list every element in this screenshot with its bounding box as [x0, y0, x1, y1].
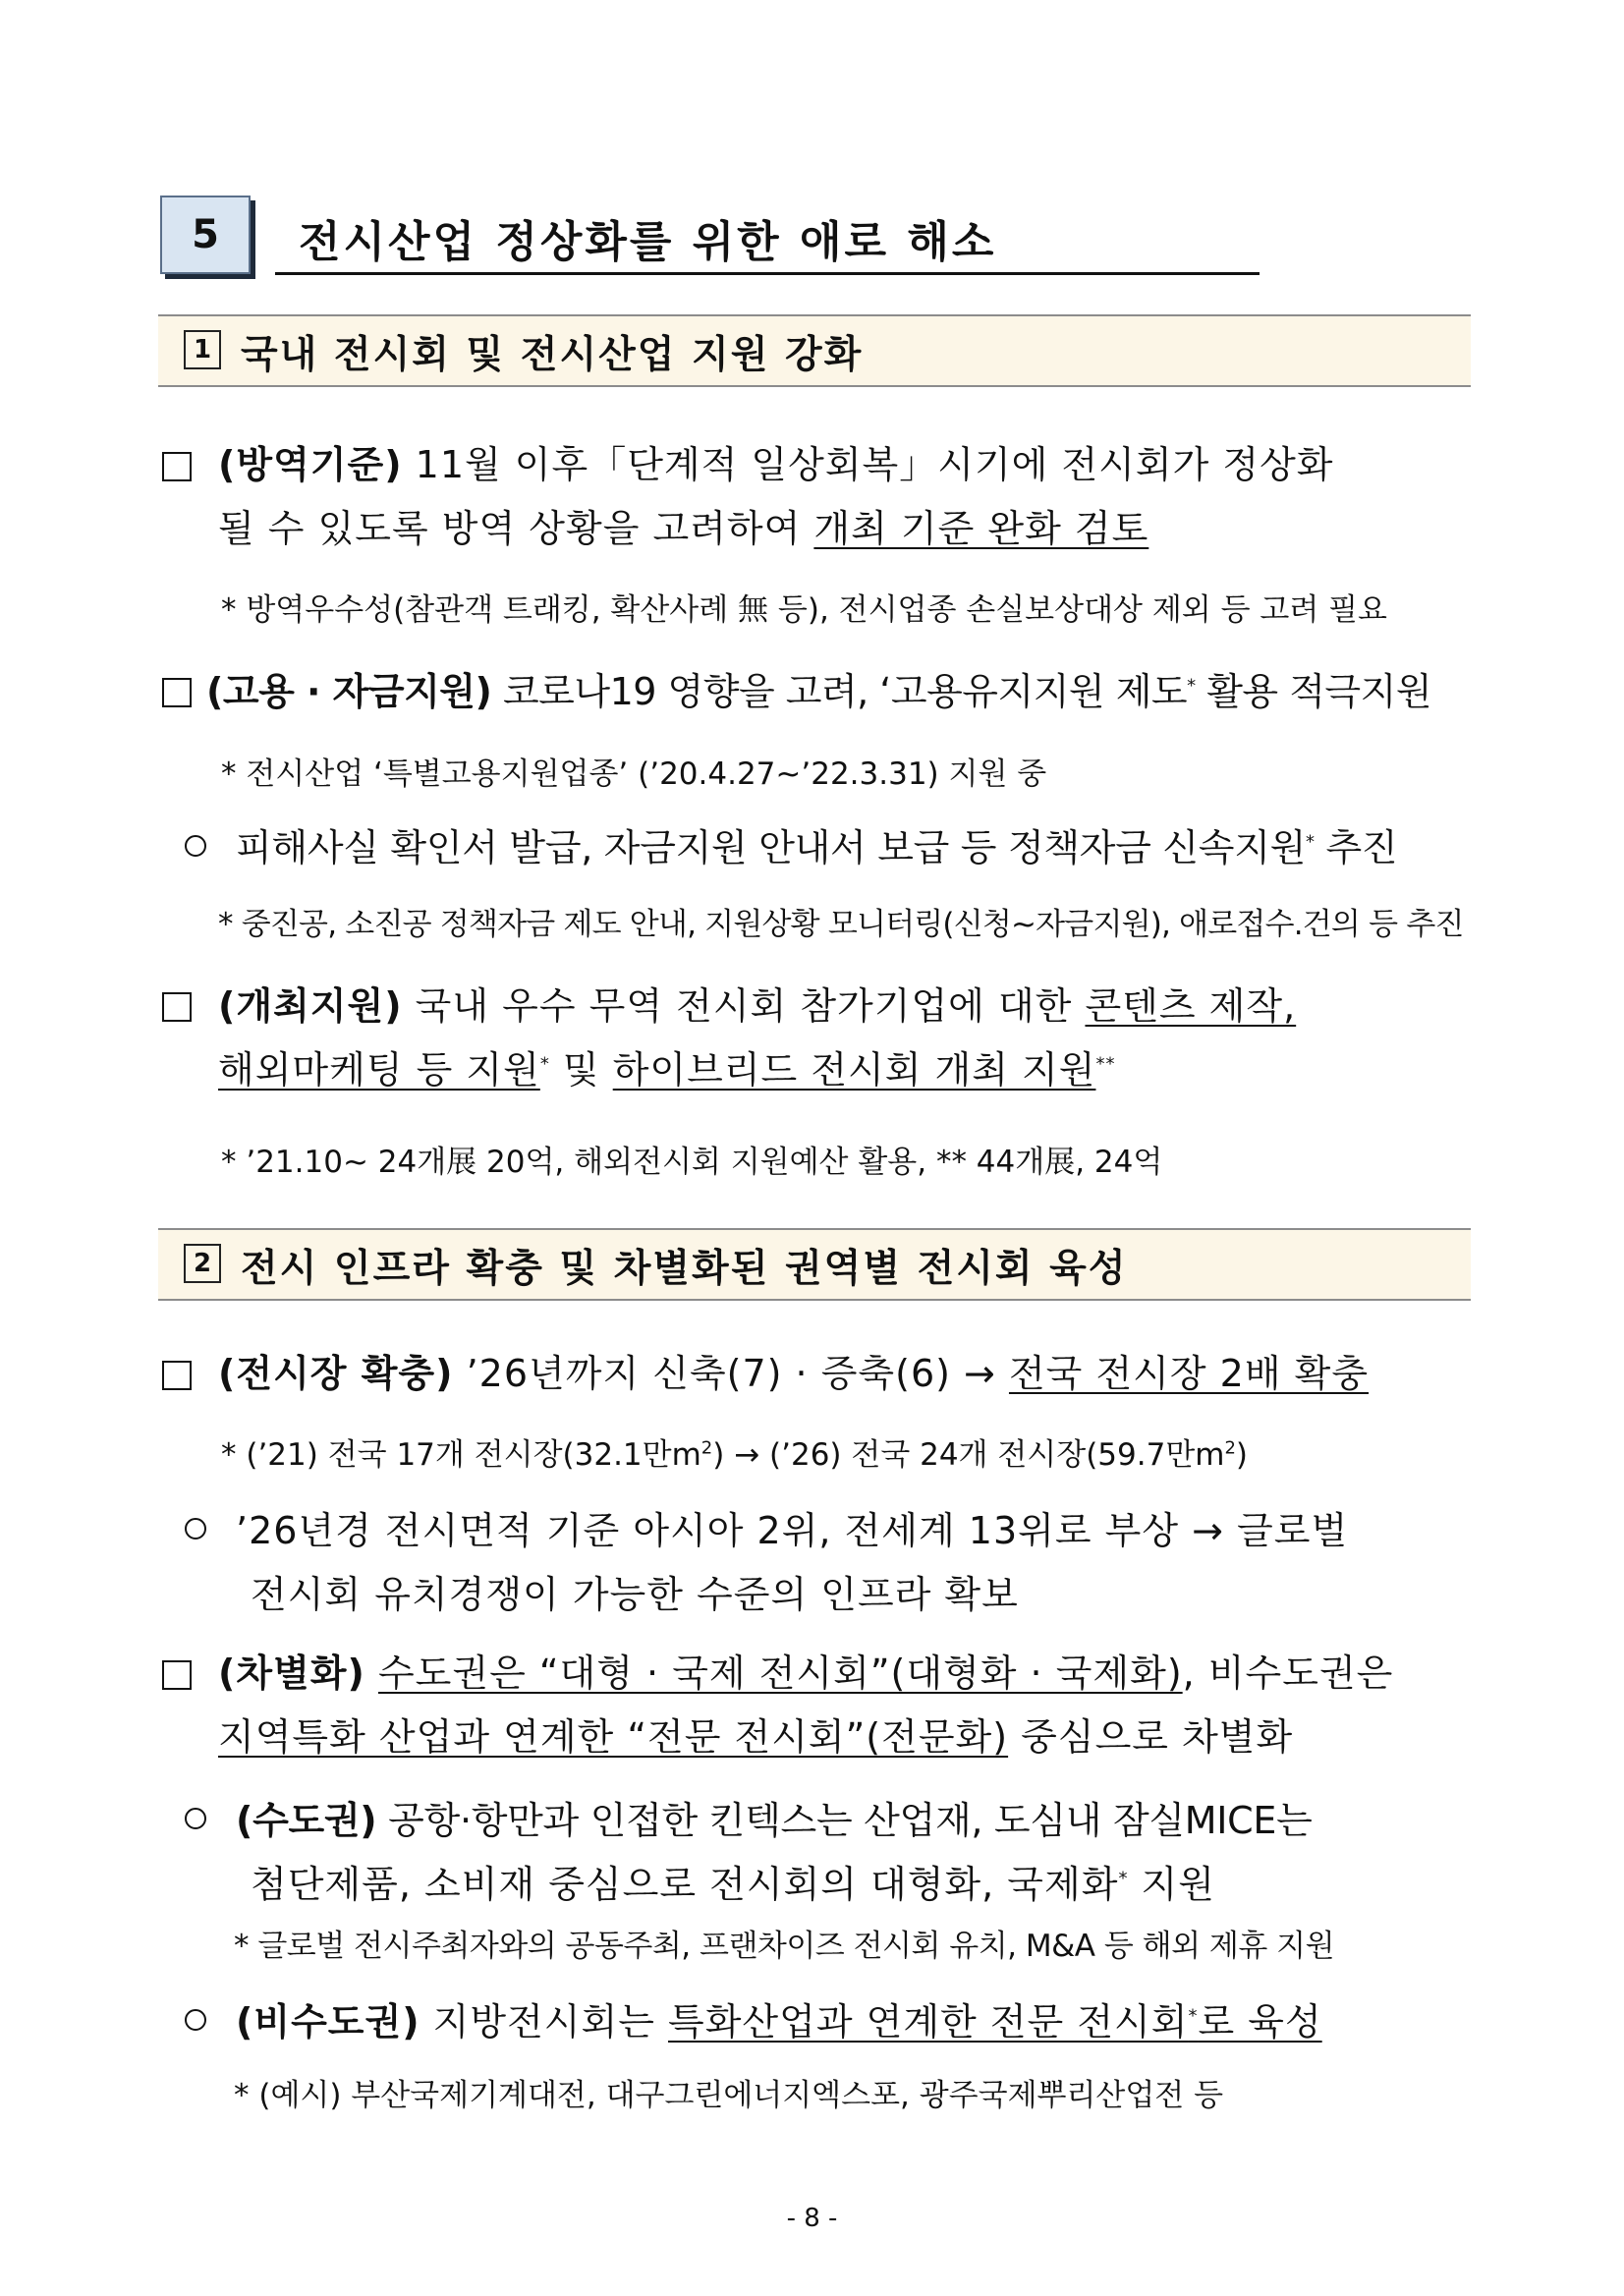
- item-tag: (개최지원): [218, 984, 403, 1028]
- underlined-text: 개최 기준 완화 검토: [813, 507, 1149, 550]
- item-line: 해외마케팅 등 지원* 및 하이브리드 전시회 개최 지원**: [218, 1048, 1116, 1092]
- footnote: * 중진공, 소진공 정책자금 제도 안내, 지원상황 모니터링(신청~자금지원), 애로접수.건의 등 추진: [218, 907, 1464, 942]
- item-tag: (고용 · 자금지원): [206, 670, 492, 713]
- underlined-text: 콘텐츠 제작,: [1085, 984, 1297, 1028]
- sub-item-line: ’26년경 전시면적 기준 아시아 2위, 전세계 13위로 부상 → 글로벌: [236, 1509, 1349, 1552]
- footnote: * ’21.10~ 24개展 20억, 해외전시회 지원예산 활용, ** 44개展, 24억: [221, 1145, 1163, 1180]
- subsection-title: 전시 인프라 확충 및 차별화된 권역별 전시회 육성: [241, 1247, 1128, 1291]
- item-tag: (방역기준): [218, 443, 403, 486]
- item-line: (고용 · 자금지원) 코로나19 영향을 고려, ‘고용유지지원 제도* 활용 적극지원: [206, 670, 1432, 713]
- item-line: (개최지원) 국내 우수 무역 전시회 참가기업에 대한 콘텐츠 제작,: [218, 984, 1297, 1028]
- section-title: 전시산업 정상화를 위한 애로 해소: [299, 217, 997, 267]
- sub-item-line: 전시회 유치경쟁이 가능한 수준의 인프라 확보: [251, 1573, 1019, 1616]
- underlined-text: 특화산업과 연계한 전문 전시회*로 육성: [668, 2000, 1322, 2044]
- page-number: - 8 -: [786, 2204, 838, 2233]
- footnote: * (예시) 부산국제기계대전, 대구그린에너지엑스포, 광주국제뿌리산업전 등: [234, 2078, 1224, 2113]
- section-title-underline: [275, 272, 1260, 275]
- footnote: * 방역우수성(참관객 트래킹, 확산사례 無 등), 전시업종 손실보상대상 제외 등 고려 필요: [221, 592, 1388, 628]
- circle-bullet: [185, 1808, 206, 1829]
- item-line: (방역기준) 11월 이후「단계적 일상회복」시기에 전시회가 정상화: [218, 443, 1334, 486]
- item-line: 지역특화 산업과 연계한 “전문 전시회”(전문화) 중심으로 차별화: [218, 1715, 1294, 1759]
- underlined-text: 하이브리드 전시회 개최 지원: [612, 1048, 1096, 1092]
- underlined-text: 전국 전시장 2배 확충: [1008, 1352, 1370, 1395]
- underlined-text: 수도권은 “대형 · 국제 전시회”(대형화 · 국제화): [377, 1652, 1183, 1695]
- checkbox-bullet: [162, 992, 192, 1022]
- footnote: * 전시산업 ‘특별고용지원업종’ (’20.4.27~’22.3.31) 지원 중: [221, 756, 1047, 792]
- checkbox-bullet: [162, 678, 192, 707]
- subsection-number: 2: [184, 1244, 221, 1283]
- checkbox-bullet: [162, 1660, 192, 1690]
- checkbox-bullet: [162, 452, 192, 481]
- subsection-number: 1: [184, 330, 221, 369]
- sub-item-line: (수도권) 공항·항만과 인접한 킨텍스는 산업재, 도심내 잠실MICE는: [236, 1799, 1313, 1842]
- item-tag: (차별화): [218, 1652, 365, 1695]
- underlined-text: 지역특화 산업과 연계한 “전문 전시회”(전문화): [218, 1715, 1009, 1759]
- item-tag: (수도권): [236, 1799, 377, 1842]
- sub-item-line: 첨단제품, 소비재 중심으로 전시회의 대형화, 국제화* 지원: [251, 1863, 1215, 1906]
- item-line: (전시장 확충) ’26년까지 신축(7) · 증축(6) → 전국 전시장 2배 확충: [218, 1352, 1370, 1395]
- subsection-title: 국내 전시회 및 전시산업 지원 강화: [241, 333, 864, 377]
- sub-item-line: (비수도권) 지방전시회는 특화산업과 연계한 전문 전시회*로 육성: [236, 2000, 1322, 2044]
- underlined-text: 해외마케팅 등 지원: [218, 1048, 540, 1092]
- circle-bullet: [185, 835, 206, 857]
- subsection-header-2: [158, 1228, 1471, 1301]
- circle-bullet: [185, 1518, 206, 1540]
- subsection-header-1: [158, 314, 1471, 387]
- circle-bullet: [185, 2009, 206, 2031]
- item-tag: (비수도권): [236, 2000, 420, 2044]
- checkbox-bullet: [162, 1361, 192, 1390]
- sub-item-line: 피해사실 확인서 발급, 자금지원 안내서 보급 등 정책자금 신속지원* 추진: [236, 826, 1398, 869]
- item-line: 될 수 있도록 방역 상황을 고려하여 개최 기준 완화 검토: [218, 507, 1149, 550]
- footnote: * 글로벌 전시주최자와의 공동주최, 프랜차이즈 전시회 유치, M&A 등 해외 제휴 지원: [234, 1929, 1335, 1964]
- section-number: 5: [160, 196, 251, 274]
- footnote: * (’21) 전국 17개 전시장(32.1만$m^2$) → (’26) 전국 24개 전시장(59.7만$m^2$): [221, 1437, 1249, 1473]
- item-line: (차별화) 수도권은 “대형 · 국제 전시회”(대형화 · 국제화), 비수도권은: [218, 1652, 1394, 1695]
- item-tag: (전시장 확충): [218, 1352, 454, 1395]
